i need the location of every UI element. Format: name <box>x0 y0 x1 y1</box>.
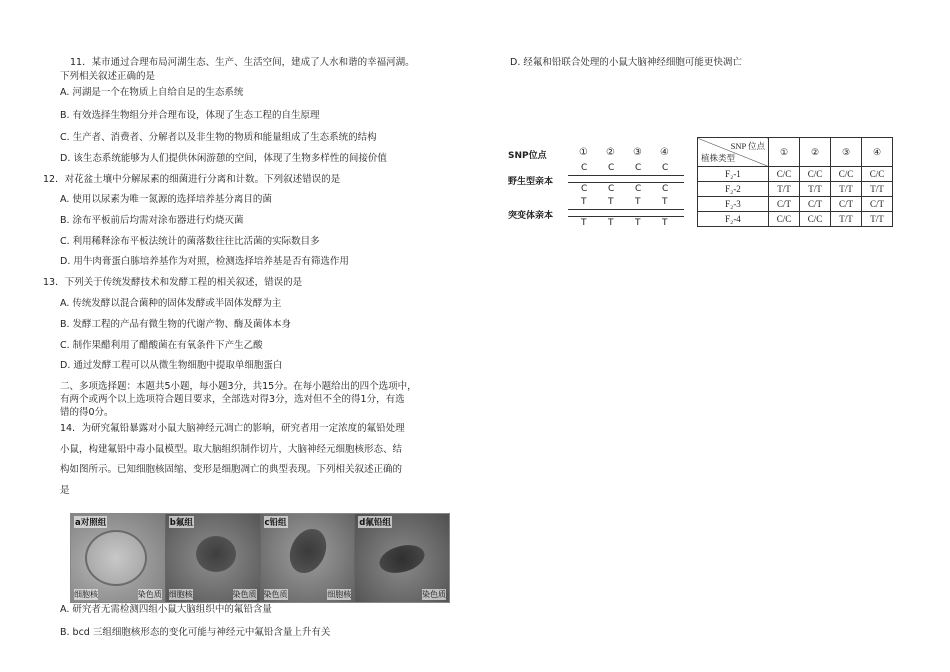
table-row <box>698 167 893 182</box>
wild-base-bottom: C <box>662 184 669 194</box>
header-plant-type: 植株类型 <box>701 153 736 163</box>
q11-stem-line1: 11．某市通过合理布局河湖生态、生产、生活空间，建成了人水和谐的幸福河湖。 <box>70 57 415 68</box>
genotype-cell: T/T <box>862 212 893 227</box>
wild-base-bottom: C <box>608 184 615 194</box>
q11-option-b: B. 有效选择生物组分并合理布设，体现了生态工程的自生原理 <box>60 110 320 121</box>
panel-b-fluoride <box>166 514 261 602</box>
row-name: F₂-1 <box>698 167 769 182</box>
q14-line3: 构如图所示。已知细胞核固缩、变形是细胞凋亡的典型表现。下列相关叙述正确的 <box>60 464 403 475</box>
mutant-base-bottom: T <box>581 218 587 228</box>
panel-right-caption: 染色质 <box>422 590 446 599</box>
q14-micrograph-figure <box>70 513 450 603</box>
snp-site-3: ③ <box>633 147 642 158</box>
panel-label: d氟铅组 <box>359 518 391 528</box>
panel-right-caption: 染色质 <box>232 590 257 599</box>
mutant-base-top: T <box>608 197 614 207</box>
panel-d-fluoride-lead <box>355 514 449 602</box>
mutant-parent-label: 突变体亲本 <box>508 211 554 221</box>
q13-option-d: D. 通过发酵工程可以从微生物细胞中提取单细胞蛋白 <box>60 360 283 371</box>
genotype-cell: T/T <box>800 182 831 197</box>
column-header: ② <box>800 138 831 167</box>
row-name: F₂-3 <box>698 197 769 212</box>
mutant-base-top: T <box>662 197 668 207</box>
genotype-cell: T/T <box>862 182 893 197</box>
q12-stem: 12．对花盆土壤中分解尿素的细菌进行分离和计数。下列叙述错误的是 <box>43 174 341 185</box>
wild-parent-label: 野生型亲本 <box>508 177 554 187</box>
table-row <box>698 212 893 227</box>
snp-diagram <box>508 143 688 233</box>
section2-line2: 有两个或两个以上选项符合题目要求，全部选对得3分，选对但不全的得1分，有选 <box>60 394 405 405</box>
nucleus-shape <box>196 536 236 572</box>
genotype-cell: C/C <box>831 167 862 182</box>
row-name: F₂-2 <box>698 182 769 197</box>
wild-base-bottom: C <box>581 184 588 194</box>
mutant-base-top: T <box>581 197 587 207</box>
wild-base-top: C <box>635 163 642 173</box>
q12-option-c: C. 利用稀释涂布平板法统计的菌落数往往比活菌的实际数目多 <box>60 236 320 247</box>
genotype-cell: C/C <box>769 212 800 227</box>
q12-option-a: A. 使用以尿素为唯一氮源的选择培养基分离目的菌 <box>60 194 272 205</box>
table-row <box>698 197 893 212</box>
genotype-cell: C/T <box>769 197 800 212</box>
wild-base-top: C <box>662 163 669 173</box>
column-header: ③ <box>831 138 862 167</box>
mutant-base-bottom: T <box>662 218 668 228</box>
q11-option-c: C. 生产者、消费者、分解者以及非生物的物质和能量组成了生态系统的结构 <box>60 132 377 143</box>
panel-c-lead <box>261 514 356 602</box>
q14-line2: 小鼠，构建氟铅中毒小鼠模型。取大脑组织制作切片，大脑神经元细胞核形态、结 <box>60 444 403 455</box>
mutant-base-bottom: T <box>608 218 614 228</box>
panel-label: a对照组 <box>75 518 107 528</box>
genotype-cell: C/T <box>831 197 862 212</box>
panel-right-caption: 细胞核 <box>327 590 352 599</box>
panel-label: b氟组 <box>169 518 193 528</box>
q11-option-a: A. 河湖是一个在物质上自给自足的生态系统 <box>60 87 244 98</box>
snp-site-4: ④ <box>660 147 669 158</box>
table-row <box>698 182 893 197</box>
genotype-cell: C/C <box>800 212 831 227</box>
genotype-cell: T/T <box>831 212 862 227</box>
chromosome-line <box>568 216 684 217</box>
nucleus-shape <box>377 540 428 577</box>
mutant-base-top: T <box>635 197 641 207</box>
mutant-base-bottom: T <box>635 218 641 228</box>
genotype-cell: T/T <box>769 182 800 197</box>
wild-base-top: C <box>608 163 615 173</box>
q13-option-b: B. 发酵工程的产品有微生物的代谢产物、酶及菌体本身 <box>60 319 292 330</box>
q14-option-a: A. 研究者无需检测四组小鼠大脑组织中的氟铅含量 <box>60 604 272 615</box>
row-name: F₂-4 <box>698 212 769 227</box>
panel-label: c铅组 <box>264 518 287 528</box>
q14-option-b: B. bcd 三组细胞核形态的变化可能与神经元中氟铅含量上升有关 <box>60 627 331 638</box>
q11-stem-line2: 下列相关叙述正确的是 <box>60 71 156 82</box>
snp-site-label: SNP位点 <box>508 151 547 161</box>
q14-line4: 是 <box>60 485 70 496</box>
genotype-cell: C/C <box>800 167 831 182</box>
panel-left-caption: 染色质 <box>263 590 288 599</box>
chromosome-line <box>568 175 684 176</box>
panel-right-caption: 染色质 <box>137 590 162 599</box>
genotype-cell: C/C <box>769 167 800 182</box>
snp-site-2: ② <box>606 147 615 158</box>
q13-stem: 13．下列关于传统发酵技术和发酵工程的相关叙述，错误的是 <box>43 277 303 288</box>
snp-site-1: ① <box>579 147 588 158</box>
q13-option-c: C. 制作果醋利用了醋酸菌在有氧条件下产生乙酸 <box>60 340 263 351</box>
wild-base-bottom: C <box>635 184 642 194</box>
q13-option-a: A. 传统发酵以混合菌种的固体发酵或半固体发酵为主 <box>60 298 282 309</box>
wild-base-top: C <box>581 163 588 173</box>
q12-option-b: B. 涂布平板前后均需对涂布器进行灼烧灭菌 <box>60 215 244 226</box>
column-header: ④ <box>862 138 893 167</box>
f2-genotype-table <box>697 137 893 227</box>
column-header: ① <box>769 138 800 167</box>
panel-a-control <box>71 514 166 602</box>
genotype-cell: C/C <box>862 167 893 182</box>
header-snp-site: SNP 位点 <box>730 141 765 151</box>
nucleus-shape <box>85 530 147 586</box>
q12-option-d: D. 用牛肉膏蛋白胨培养基作为对照，检测选择培养基是否有筛选作用 <box>60 256 349 267</box>
section2-line3: 错的得0分。 <box>60 407 114 418</box>
genotype-cell: C/T <box>862 197 893 212</box>
genotype-cell: C/T <box>800 197 831 212</box>
nucleus-shape <box>282 523 332 579</box>
chromosome-line <box>568 209 684 210</box>
panel-left-caption: 细胞核 <box>74 590 98 599</box>
table-header-row <box>698 138 893 167</box>
section2-line1: 二、多项选择题：本题共5小题，每小题3分，共15分。在每小题给出的四个选项中， <box>60 381 417 392</box>
diagonal-header-cell <box>698 138 769 167</box>
q14-line1: 14．为研究氟铅暴露对小鼠大脑神经元凋亡的影响，研究者用一定浓度的氟铅处理 <box>60 423 405 434</box>
genotype-cell: T/T <box>831 182 862 197</box>
panel-left-caption: 细胞核 <box>168 590 193 599</box>
q14-option-d: D. 经氟和铅联合处理的小鼠大脑神经细胞可能更快凋亡 <box>510 57 742 68</box>
chromosome-line <box>568 182 684 183</box>
q11-option-d: D. 该生态系统能够为人们提供休闲游憩的空间，体现了生物多样性的间接价值 <box>60 153 387 164</box>
